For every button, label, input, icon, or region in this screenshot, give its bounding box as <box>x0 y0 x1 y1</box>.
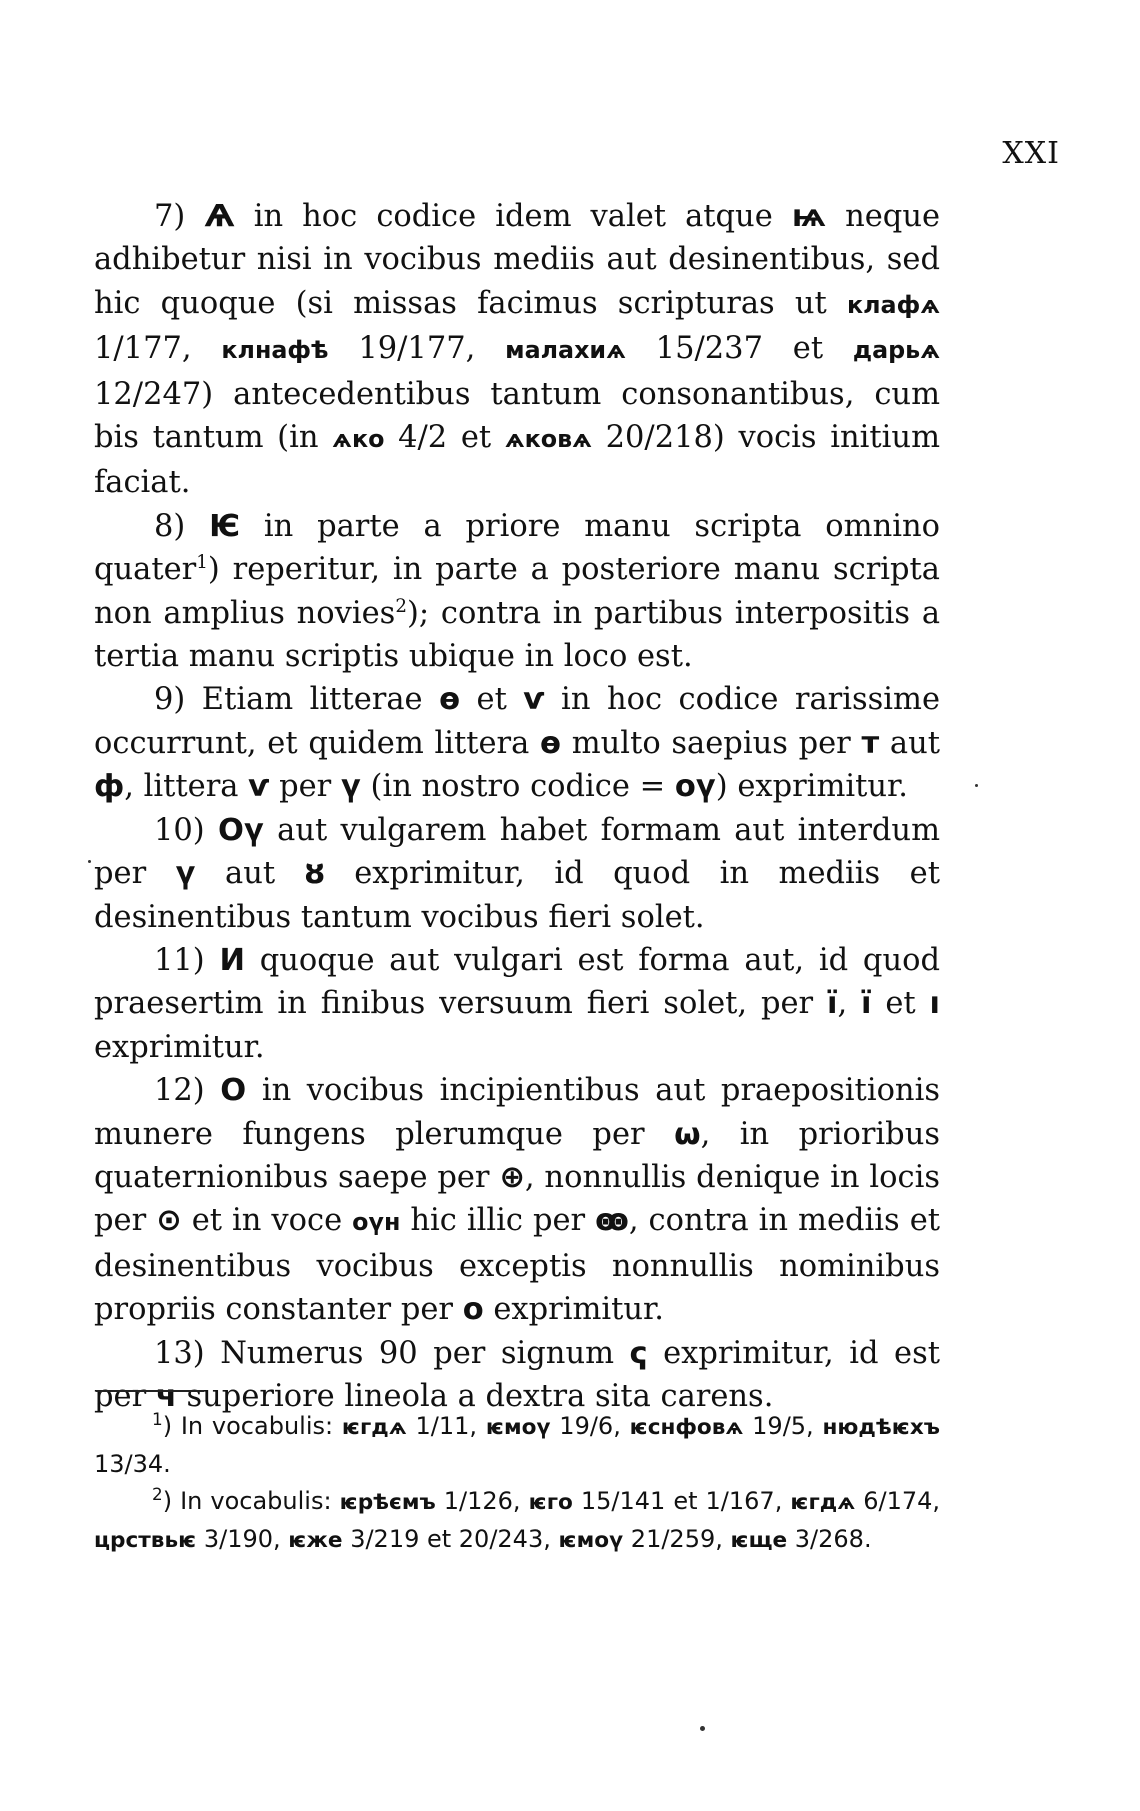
cyrillic-word: ѧко <box>332 425 385 454</box>
cyrillic-word: оүн <box>352 1208 401 1237</box>
glyph-i-dots: ї <box>826 986 838 1022</box>
glyph-dotted-o: ⊙ <box>156 1203 182 1239</box>
paragraph-12: 12) О in vocibus incipientibus aut praepositionis munere fungens plerumque per ѡ, in prioribus quaternionibus saepe per ⊕, nonnullis denique in locis per ⊙ et in voce оүн hic illic per ꙭ, contra in mediis et desinentibus vocibus exceptis nonnullis nominibus propriis constanter per о exprimitur. <box>94 1073 940 1328</box>
footnote-rule <box>96 1390 204 1392</box>
glyph-uk: ȣ <box>304 856 325 892</box>
glyph-che: ч <box>155 1378 177 1414</box>
paragraph-8: 8) Ѥ in parte a priore manu scripta omnino quater$^1$) reperitur, in parte a posteriore manu scripta non amplius novies$^2$); contra in partibus interpositis a tertia manu scriptis ubique in loco est. <box>94 508 940 675</box>
cyrillic-word: ѥмоү <box>485 1415 551 1440</box>
paragraph-11: 11) И quoque aut vulgari est forma aut, id quod praesertim in finibus versuum fieri solet, per ї, ї et ı exprimitur. <box>94 942 941 1065</box>
cyrillic-word: ѥго <box>528 1490 573 1515</box>
footnote-mark: 1 <box>152 1409 163 1429</box>
paragraph-9: 9) Etiam litterae ѳ et ѵ in hoc codice rarissime occurrunt, et quidem littera ѳ multo saepius per т aut ф, littera ѵ per ү (in nostro codice = оү) exprimitur. <box>94 682 941 805</box>
cyrillic-word: дарьѧ <box>852 336 940 365</box>
cyrillic-word: ѥснфовѧ <box>629 1415 744 1440</box>
footnote-2: $^2$) In vocabulis: ѥрѣємъ 1/126, ѥго 15/141 et 1/167, ѥгдѧ 6/174, црствьѥ 3/190, ѥже 3/219 et 20/243, ѥмоү 21/259, ѥще 3/268. <box>94 1484 941 1553</box>
glyph-fita: ѳ <box>439 682 461 718</box>
cyrillic-word: малахиѧ <box>505 336 626 365</box>
glyph-dotless-i: ı <box>929 986 941 1022</box>
cyrillic-word: ѥрѣємъ <box>339 1490 436 1515</box>
cyrillic-word: ѧковѧ <box>504 425 592 454</box>
glyph-u: ү <box>340 769 361 805</box>
cyrillic-word: ѥгдѧ <box>341 1415 407 1440</box>
glyph-o: о <box>462 1292 484 1328</box>
footnote-ref-1: 1 <box>196 552 208 574</box>
glyph-ou: оү <box>674 769 716 805</box>
cyrillic-word: ѥже <box>288 1528 343 1553</box>
glyph-omega: ѡ <box>674 1116 701 1152</box>
glyph-big-yus: Ѧ <box>204 199 235 234</box>
glyph-double-o: ꙭ <box>595 1203 629 1239</box>
paragraph-10: 10) Оү aut vulgarem habet formam aut interdum per ү aut ȣ exprimitur, id quod in mediis et desinentibus tantum vocibus fieri solet. <box>94 812 940 935</box>
glyph-ef: ф <box>94 769 125 805</box>
glyph-izhitsa: ѵ <box>523 682 545 718</box>
glyph-koppa: ҁ <box>629 1335 648 1371</box>
footnote-mark: 2 <box>152 1484 163 1504</box>
cyrillic-word: клафѧ <box>847 290 940 319</box>
glyph-ou: Оү <box>218 812 264 848</box>
glyph-u: ү <box>175 856 196 892</box>
glyph-i-dots: ї <box>861 986 872 1022</box>
main-text <box>94 195 940 1418</box>
paragraph-7: 7) Ѧ in hoc codice idem valet atque ѩ neque adhibetur nisi in vocibus mediis aut desinentibus, sed hic quoque (si missas facimus scripturas ut клафѧ 1/177, клнафѣ 19/177, малахиѧ 15/237 et дарьѧ 12/247) antecedentibus tantum consonantibus, cum bis tantum (in ѧко 4/2 et ѧковѧ 20/218) vocis initium faciat. <box>94 199 941 501</box>
glyph-te: т <box>861 725 880 761</box>
cyrillic-word: ѥгдѧ <box>790 1490 856 1515</box>
glyph-i: И <box>219 942 245 978</box>
print-speck <box>975 784 978 787</box>
cyrillic-word: ѥще <box>730 1528 788 1553</box>
footnote-1: $^1$) In vocabulis: ѥгдѧ 1/11, ѥмоү 19/6, ѥснфовѧ 19/5, нюдѣѥхъ 13/34. <box>94 1409 941 1478</box>
cyrillic-word: нюдѣѥхъ <box>822 1415 941 1440</box>
footnote-ref-2: 2 <box>395 595 407 617</box>
glyph-iotated-e: Ѥ <box>209 508 241 544</box>
cyrillic-word: црствьѥ <box>94 1528 197 1553</box>
glyph-izhitsa: ѵ <box>248 769 270 805</box>
glyph-o: О <box>220 1073 247 1109</box>
glyph-crossed-o: ⊕ <box>499 1159 525 1195</box>
print-speck <box>700 1726 705 1731</box>
page-number: XXI <box>1002 136 1060 171</box>
footnotes <box>94 1408 940 1559</box>
cyrillic-word: ѥмоү <box>558 1528 624 1553</box>
paragraph-13: 13) Numerus 90 per signum ҁ exprimitur, id est per ч superiore lineola a dextra sita carens. <box>94 1335 940 1414</box>
glyph-fita: ѳ <box>540 725 562 761</box>
glyph-iotated-yus: ѩ <box>791 199 827 234</box>
print-speck <box>88 860 91 863</box>
cyrillic-word: клнафѣ <box>221 336 329 365</box>
